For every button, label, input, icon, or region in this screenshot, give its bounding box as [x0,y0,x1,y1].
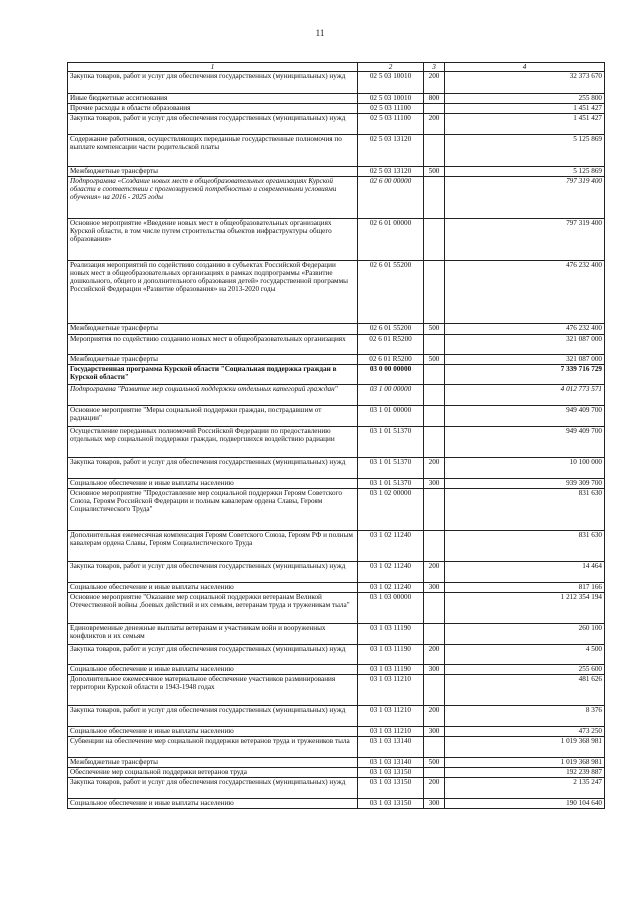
row-name: Межбюджетные трансферты [68,758,358,768]
row-type [424,768,445,778]
row-code: 02 5 03 11100 [358,114,424,135]
table-row [68,778,605,799]
row-name: Содержание работников, осуществляющих переданные государственные полномочия по выплате компенсации части родительской платы [68,135,358,167]
row-type [424,406,445,427]
row-sum: 255 800 [445,94,605,104]
row-code: 02 5 03 10010 [358,94,424,104]
table-row [68,727,605,737]
table-row [68,355,605,365]
row-sum: 949 409 700 [445,427,605,458]
row-name: Закупка товаров, работ и услуг для обеспечения государственных (муниципальных) нужд [68,458,358,479]
row-code: 03 1 03 11210 [358,727,424,737]
row-name: Закупка товаров, работ и услуг для обеспечения государственных (муниципальных) нужд [68,645,358,665]
row-code: 03 1 03 13140 [358,758,424,768]
row-sum: 192 239 887 [445,768,605,778]
row-type [424,675,445,706]
row-name: Закупка товаров, работ и услуг для обеспечения государственных (муниципальных) нужд [68,778,358,799]
row-code: 03 1 03 13140 [358,737,424,758]
row-name: Иные бюджетные ассигнования [68,94,358,104]
row-code: 03 1 01 00000 [358,406,424,427]
table-body [68,72,605,809]
table-row [68,219,605,261]
table-row [68,324,605,335]
row-type: 800 [424,94,445,104]
row-type: 200 [424,562,445,583]
table-row [68,737,605,758]
row-sum: 10 100 000 [445,458,605,479]
row-sum: 476 232 400 [445,261,605,324]
row-sum: 5 125 869 [445,167,605,177]
row-code: 02 5 03 10010 [358,72,424,94]
row-code: 02 6 00 00000 [358,177,424,219]
row-code: 03 1 03 11210 [358,675,424,706]
row-name: Социальное обеспечение и иные выплаты населению [68,479,358,489]
row-sum: 2 135 247 [445,778,605,799]
row-sum: 4 012 773 571 [445,385,605,406]
row-code: 02 6 01 R5200 [358,355,424,365]
row-type: 300 [424,727,445,737]
row-sum: 4 500 [445,645,605,665]
row-type [424,177,445,219]
table-row [68,335,605,355]
row-name: Социальное обеспечение и иные выплаты населению [68,799,358,809]
table-row [68,458,605,479]
row-name: Подпрограмма "Развитие мер социальной поддержки отдельных категорий граждан" [68,385,358,406]
row-code: 02 6 01 55200 [358,324,424,335]
row-code: 02 6 01 00000 [358,219,424,261]
row-sum: 1 019 368 981 [445,737,605,758]
row-sum: 8 376 [445,706,605,727]
row-name: Основное мероприятие «Введение новых мест в общеобразовательных организациях Курской области, в том числе путем строительства объектов инфраструктуры общего образования» [68,219,358,261]
table-row [68,624,605,645]
table-row [68,406,605,427]
table-row [68,104,605,114]
row-sum: 476 232 400 [445,324,605,335]
row-code: 03 1 03 11190 [358,645,424,665]
row-type [424,104,445,114]
row-type: 300 [424,583,445,593]
row-type: 200 [424,778,445,799]
table-row [68,94,605,104]
table-row [68,479,605,489]
row-sum: 14 464 [445,562,605,583]
row-code: 03 1 01 51370 [358,458,424,479]
table-row [68,427,605,458]
row-code: 03 1 02 11240 [358,583,424,593]
row-type: 300 [424,479,445,489]
table-row [68,665,605,675]
row-code: 02 6 01 R5200 [358,335,424,355]
row-type: 200 [424,114,445,135]
header-col-3: 3 [424,63,445,72]
row-name: Межбюджетные трансферты [68,355,358,365]
row-type [424,531,445,562]
row-name: Прочие расходы в области образования [68,104,358,114]
row-type: 200 [424,645,445,665]
table-row [68,706,605,727]
row-sum: 797 319 400 [445,177,605,219]
row-sum: 1 451 427 [445,104,605,114]
row-code: 03 1 01 51370 [358,479,424,489]
row-name: Единовременные денежные выплаты ветеранам и участникам войн и вооруженных конфликтов и их семьям [68,624,358,645]
row-sum: 321 087 000 [445,355,605,365]
row-code: 03 1 03 11190 [358,665,424,675]
row-code: 03 1 03 13150 [358,799,424,809]
row-sum: 817 166 [445,583,605,593]
table-row [68,531,605,562]
table-row [68,562,605,583]
row-name: Закупка товаров, работ и услуг для обеспечения государственных (муниципальных) нужд [68,706,358,727]
table-row [68,675,605,706]
row-code: 03 1 03 13150 [358,768,424,778]
row-name: Основное мероприятие "Меры социальной поддержки граждан, пострадавшим от радиации" [68,406,358,427]
row-name: Межбюджетные трансферты [68,324,358,335]
row-sum: 5 125 869 [445,135,605,167]
row-name: Дополнительная ежемесячная компенсация Героям Советского Союза, Героям РФ и полным кавалерам ордена Славы, Героям Социалистического Труда [68,531,358,562]
table-row [68,583,605,593]
row-type [424,261,445,324]
row-name: Реализация мероприятий по содействию созданию в субъектах Российской Федерации новых мест в общеобразовательных организациях в рамках подпрограммы «Развитие дошкольного, общего и дополнительного образования детей» государственной программы Российской Федерации «Развитие образования» на 2013-2020 годы [68,261,358,324]
row-name: Дополнительное ежемесячное материальное обеспечение участников разминирования территории Курской области в 1943-1948 годах [68,675,358,706]
row-name: Обеспечение мер социальной поддержки ветеранов труда [68,768,358,778]
table-row [68,365,605,385]
row-name: Государственная программа Курской области "Социальная поддержка граждан в Курской области" [68,365,358,385]
table-header-row [68,63,605,72]
row-name: Межбюджетные трансферты [68,167,358,177]
table-row [68,799,605,809]
row-sum: 321 087 000 [445,335,605,355]
table-row [68,758,605,768]
row-code: 02 5 03 13120 [358,167,424,177]
row-code: 02 5 03 13120 [358,135,424,167]
row-code: 03 1 00 00000 [358,385,424,406]
row-code: 03 1 03 11190 [358,624,424,645]
row-type [424,489,445,531]
row-sum: 1 451 427 [445,114,605,135]
table-row [68,385,605,406]
table-row [68,72,605,94]
row-sum: 473 250 [445,727,605,737]
row-sum: 32 373 670 [445,72,605,94]
row-type: 200 [424,706,445,727]
row-type: 500 [424,758,445,768]
row-name: Основное мероприятие "Предоставление мер социальной поддержки Героям Советского Союза, Героям Российской Федерации и полным кавалерам ордена Славы, Героям Социалистического Труда" [68,489,358,531]
row-type [424,365,445,385]
row-type: 500 [424,167,445,177]
row-code: 03 1 02 11240 [358,531,424,562]
table-row [68,645,605,665]
table-row [68,593,605,624]
row-type [424,385,445,406]
row-code: 03 1 02 00000 [358,489,424,531]
row-code: 03 1 01 51370 [358,427,424,458]
row-type: 200 [424,458,445,479]
row-sum: 1 212 354 194 [445,593,605,624]
row-type [424,737,445,758]
page-number: 11 [315,28,325,38]
table-row [68,114,605,135]
row-type [424,335,445,355]
table-row [68,489,605,531]
row-name: Социальное обеспечение и иные выплаты населению [68,727,358,737]
row-name: Закупка товаров, работ и услуг для обеспечения государственных (муниципальных) нужд [68,562,358,583]
table-row [68,261,605,324]
row-type: 500 [424,355,445,365]
row-type [424,624,445,645]
header-col-1: 1 [68,63,358,72]
row-type: 500 [424,324,445,335]
row-type [424,427,445,458]
row-type: 300 [424,665,445,675]
row-code: 03 1 03 13150 [358,778,424,799]
row-sum: 939 309 700 [445,479,605,489]
row-name: Социальное обеспечение и иные выплаты населению [68,665,358,675]
table-row [68,167,605,177]
row-sum: 949 409 700 [445,406,605,427]
row-name: Подпрограмма «Создание новых мест в общеобразовательных организациях Курской области в соответствии с прогнозируемой потребностью и современными условиями обучения» на 2016 - 2025 годы [68,177,358,219]
row-sum: 255 600 [445,665,605,675]
row-code: 02 5 03 11100 [358,104,424,114]
row-sum: 190 104 640 [445,799,605,809]
row-code: 03 0 00 00000 [358,365,424,385]
row-type [424,135,445,167]
row-sum: 260 100 [445,624,605,645]
row-name: Закупка товаров, работ и услуг для обеспечения государственных (муниципальных) нужд [68,72,358,94]
row-sum: 481 626 [445,675,605,706]
row-name: Мероприятия по содействию созданию новых мест в общеобразовательных организациях [68,335,358,355]
row-name: Субвенции на обеспечение мер социальной поддержки ветеранов труда и тружеников тыла [68,737,358,758]
row-sum: 7 339 716 729 [445,365,605,385]
budget-table [67,62,605,809]
row-name: Основное мероприятие "Оказание мер социальной поддержки ветеранам Великой Отечественной войны ,боевых действий и их семьям, ветеранам труда и труженикам тыла" [68,593,358,624]
row-type: 200 [424,72,445,94]
row-type [424,593,445,624]
row-type [424,219,445,261]
row-code: 03 1 02 11240 [358,562,424,583]
row-sum: 831 630 [445,531,605,562]
row-name: Социальное обеспечение и иные выплаты населению [68,583,358,593]
row-code: 02 6 01 55200 [358,261,424,324]
table-row [68,177,605,219]
row-type: 300 [424,799,445,809]
row-name: Закупка товаров, работ и услуг для обеспечения государственных (муниципальных) нужд [68,114,358,135]
table-row [68,768,605,778]
row-code: 03 1 03 11210 [358,706,424,727]
row-sum: 797 319 400 [445,219,605,261]
row-code: 03 1 03 00000 [358,593,424,624]
row-sum: 831 630 [445,489,605,531]
header-col-2: 2 [358,63,424,72]
row-sum: 1 019 368 981 [445,758,605,768]
row-name: Осуществление переданных полномочий Российской Федерации по предоставлению отдельных мер социальной поддержки граждан, подвергшихся воздействию радиации [68,427,358,458]
header-col-4: 4 [445,63,605,72]
table-row [68,135,605,167]
